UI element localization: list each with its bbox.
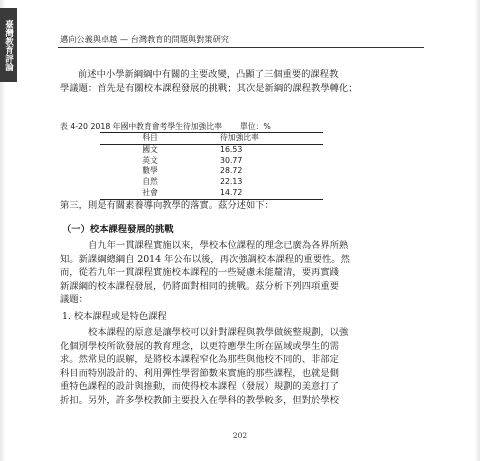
- paragraph-feature-curriculum: [60, 326, 426, 408]
- text-line: 求。然常見的誤解，是將校本課程窄化為那些與他校不同的、非部定: [60, 354, 339, 366]
- paragraph-school-curriculum: [60, 239, 426, 307]
- header-rule: [58, 47, 424, 48]
- table-header-row: [100, 133, 323, 145]
- text-line: 議題：: [60, 294, 88, 306]
- text-line: 學議題：首先是有關校本課程發展的挑戰；其次是新綱的課程教學轉化；: [60, 82, 358, 94]
- table-cell: 30.77: [220, 155, 243, 165]
- table-cell: 22.13: [220, 177, 243, 187]
- text-line: 自九年一貫課程實施以來，學校本位課程的理念已廣為各界所熟: [88, 240, 349, 251]
- text-line: 前述中小學新綱綱中有關的主要改變，凸顯了三個重要的課程教: [78, 69, 339, 80]
- table-header-cell: 科目: [142, 133, 158, 142]
- table-cell: 28.72: [220, 166, 243, 176]
- table-row: [100, 156, 323, 167]
- table-row: [100, 166, 323, 177]
- chapter-side-tab: 臺灣教育評論: [0, 8, 17, 82]
- text-line: 知。新課綱總綱自 2014 年公布以後，再次強調校本課程的重要性。然: [60, 253, 350, 265]
- table-row: [100, 188, 323, 199]
- paragraph-intro: [60, 68, 426, 95]
- table-cell: 社會: [142, 187, 158, 197]
- table-cell: 英文: [142, 155, 158, 165]
- text-line: 重特色課程的設計與推動，而使得校本課程（發展）規劃的美意打了: [60, 381, 339, 393]
- text-line: 第三，則是有關素養導向教學的落實。茲分述如下：: [60, 200, 274, 211]
- table-cell: 國文: [142, 144, 158, 154]
- table-unit: 單位：%: [239, 122, 271, 131]
- section-heading: （一）校本課程發展的挑戰: [62, 224, 174, 235]
- table-header-cell: 待加強比率: [220, 133, 259, 142]
- paragraph-third-point: [60, 199, 426, 213]
- table-cell: 自然: [142, 177, 158, 187]
- page-number: 202: [232, 431, 248, 440]
- data-table: [100, 132, 323, 200]
- table-cell: 16.53: [220, 144, 243, 154]
- table-cell: 數學: [142, 166, 158, 176]
- text-line: 新課綱的校本課程發展，仍將面對相同的挑戰。茲分析下列四項重要: [60, 280, 339, 292]
- table-row: [100, 144, 323, 155]
- text-line: 校本課程的原意是讓學校可以針對課程與教學做統整規劃，以強: [88, 327, 349, 338]
- text-line: 折扣。另外，許多學校教師主要投入在學科的教學較多，但對於學校: [60, 394, 339, 406]
- table-cell: 14.72: [220, 187, 243, 197]
- running-header: 邁向公義與卓越 — 台灣教育的問題與對策研究: [60, 34, 229, 44]
- text-line: 而，從若九年一貫課程實施校本課程的一些疑慮未能釐清，要再實踐: [60, 267, 339, 279]
- table-title: 表 4-20 2018 年國中教育會考學生待加強比率: [60, 122, 222, 131]
- table-caption: [60, 121, 271, 132]
- subsection-heading: 1. 校本課程或是特色課程: [62, 311, 167, 322]
- text-line: 化個別學校所欲發展的教育理念，以更符應學生所在區域或學生的需: [60, 340, 339, 352]
- table-row: [100, 177, 323, 188]
- text-line: 科目而特別設計的、利用彈性學習節數來實施的那些課程，也就是側: [60, 367, 339, 379]
